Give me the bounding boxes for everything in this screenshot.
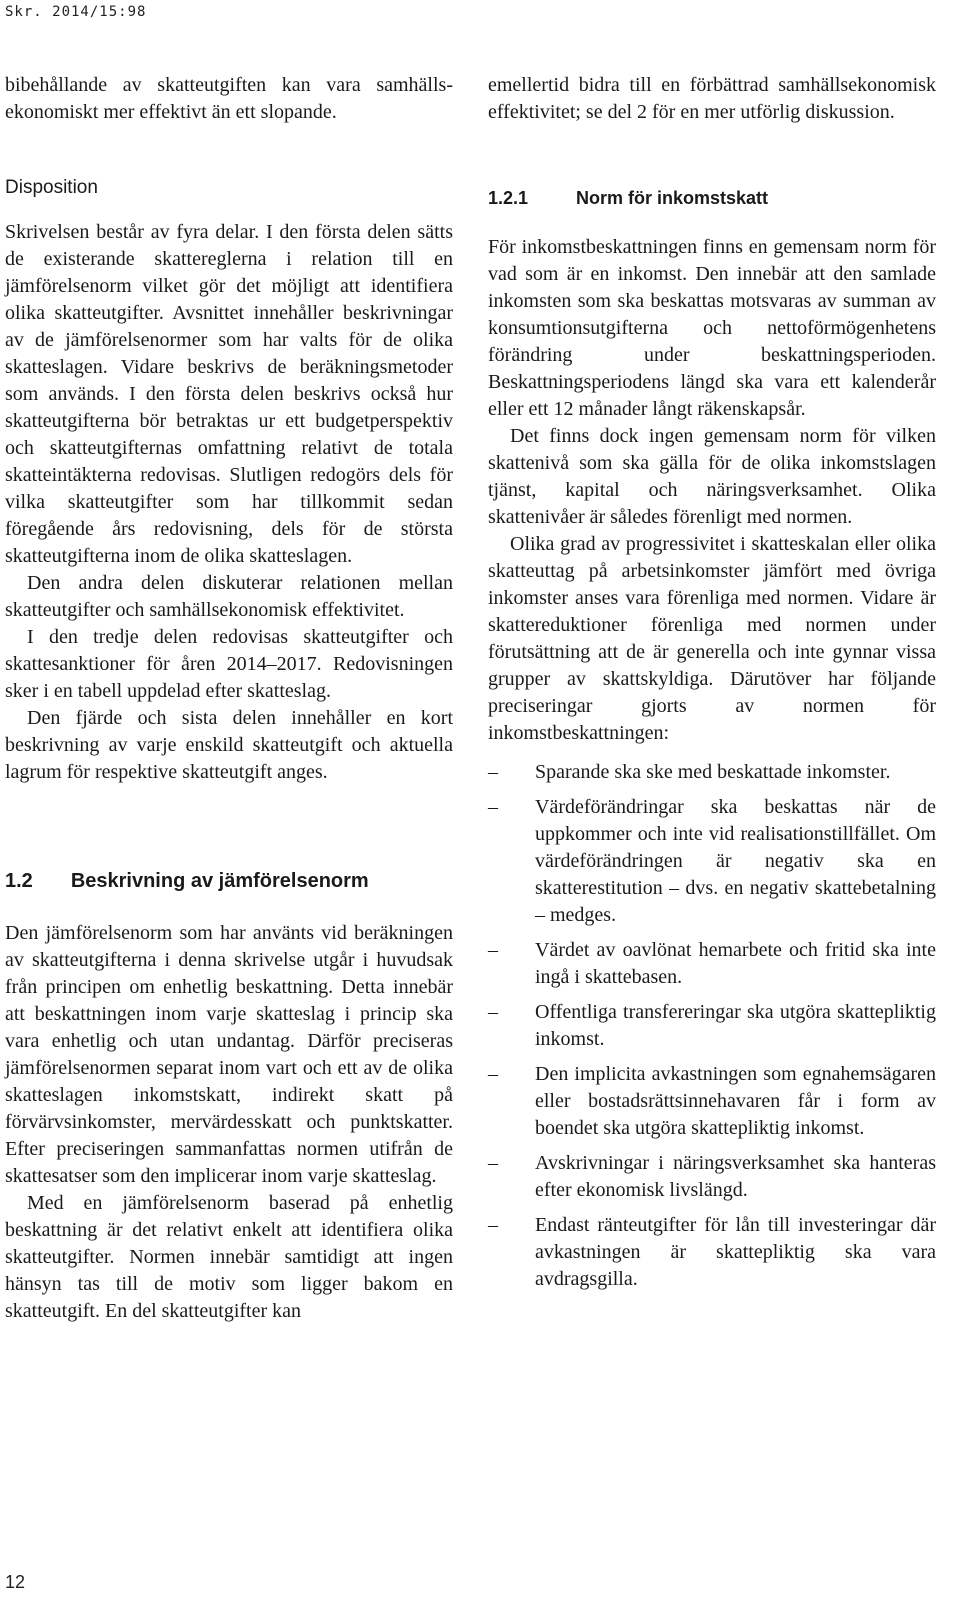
- dash-marker: –: [488, 796, 498, 818]
- disposition-paragraph-4: Den fjärde och sista delen innehåller en kort beskrivning av varje enskild skatteutgift och aktuella lagrum för respektive skatteutgift anges.: [5, 707, 453, 783]
- section-title: Beskrivning av jämförelsenorm: [70, 870, 369, 892]
- right-paragraph-2: Det finns dock ingen gemensam norm för vilken skattenivå som ska gälla för de olika inkomstslagen tjänst, kapital och näringsverksamhet. Olika skattenivåer är således förenligt med normen.: [488, 425, 936, 528]
- section-paragraph-1: Den jämförelsenorm som har använts vid beräkningen av skatteutgifterna i denna skrivelse utgår i huvudsak från principen om enhetlig beskattning. Detta innebär att beskattningen inom varje skatteslag i princip ska vara enhetlig och utan undantag. Därför preciseras jämförelsenormen separat inom vart och ett av de olika skatteslagen inkomstskatt, indirekt skatt på förvärvsinkomster, mervärdesskatt och punktskatter. Efter preciseringen sammanfattas normen utifrån de skattesatser som den implicerar inom varje skatteslag.: [5, 922, 453, 1187]
- list-item: – Offentliga transfereringar ska utgöra skattepliktig inkomst.: [488, 1001, 936, 1050]
- right-intro-paragraph: emellertid bidra till en förbättrad samhällsekonomisk effektivitet; se del 2 för en mer utförlig diskussion.: [488, 74, 936, 123]
- subsection-title: Norm för inkomstskatt: [576, 188, 769, 208]
- page-number: 12: [5, 1572, 26, 1592]
- dash-marker: –: [488, 761, 498, 783]
- right-column: [488, 72, 936, 1301]
- left-intro-paragraph: bibehållande av skatteutgiften kan vara samhällsekonomiskt mer effektivt än ett slopande.: [5, 74, 453, 123]
- list-item: – Avskrivningar i näringsverksamhet ska hanteras efter ekonomisk livslängd.: [488, 1152, 936, 1201]
- disposition-paragraph-3: I den tredje delen redovisas skatteutgifter och skattesanktioner för åren 2014–2017. Redovisningen sker i en tabell uppdelad efter skatteslag.: [5, 626, 453, 702]
- dash-marker: –: [488, 1063, 498, 1085]
- section-heading: [5, 868, 453, 894]
- list-item: – Den implicita avkastningen som egnahemsägaren eller bostadsrättsinnehavaren får i form av boendet ska utgöra skattepliktig inkomst.: [488, 1063, 936, 1139]
- list-item: – Värdet av oavlönat hemarbete och fritid ska inte ingå i skattebasen.: [488, 939, 936, 988]
- dash-marker: –: [488, 1214, 498, 1236]
- subsection-heading: [488, 186, 936, 210]
- list-item: – Sparande ska ske med beskattade inkomster.: [488, 759, 936, 786]
- running-head: Skr. 2014/15:98: [5, 4, 147, 20]
- dash-marker: –: [488, 1001, 498, 1023]
- list-item: – Värdeförändringar ska beskattas när de uppkommer och inte vid realisationstillfället. Om värdeförändringen är negativ ska en skatterestitution – dvs. en negativ skattebetalning – medges.: [488, 796, 936, 926]
- left-column: [5, 72, 453, 1325]
- list-item: – Endast ränteutgifter för lån till investeringar där avkastningen är skattepliktig ska vara avdragsgilla.: [488, 1214, 936, 1290]
- disposition-heading: Disposition: [5, 177, 98, 198]
- right-paragraph-3: Olika grad av progressivitet i skatteskalan eller olika skatteuttag på arbetsinkomster jämfört med övriga inkomster anses vara förenliga med normen. Vidare är skattereduktioner förenliga med normen under förutsättning att de är generella och inte gynnar vissa grupper av skattskyldiga. Därutöver har följande preciseringar gjorts av normen för inkomstbeskattningen:: [488, 533, 936, 744]
- right-paragraph-1: För inkomstbeskattningen finns en gemensam norm för vad som är en inkomst. Den innebär att den samlade inkomsten som ska beskattas motsvaras av summan av konsumtionsutgifterna och nettoförmögenhetens förändring under beskattningsperioden. Beskattningsperiodens längd ska vara ett kalenderår eller ett 12 månader långt räkenskapsår.: [488, 236, 936, 420]
- norm-precision-list: [488, 759, 936, 1293]
- section-paragraph-2: Med en jämförelsenorm baserad på enhetlig beskattning är det relativt enkelt att identifiera olika skatteutgifter. Normen innebär samtidigt att ingen hänsyn tas till de motiv som ligger bakom en skatteutgift. En del skatteutgifter kan: [5, 1192, 453, 1322]
- disposition-paragraph-2: Den andra delen diskuterar relationen mellan skatteutgifter och samhällsekonomisk effektivitet.: [5, 572, 453, 621]
- subsection-number: 1.2.1: [488, 188, 529, 208]
- section-number: 1.2: [5, 870, 33, 892]
- disposition-paragraph-1: Skrivelsen består av fyra delar. I den första delen sätts de existerande skattereglerna i relation till en jämförelsenorm vilket gör det möjligt att identifiera olika skatteutgifter. Avsnittet innehåller beskrivningar av de jämförelsenormer som har valts för de olika skatteslagen. Vidare beskrivs de beräkningsmetoder som används. I den första delen beskrivs också hur skatteutgifterna bör betraktas ur ett budgetperspektiv och skatteutgifternas omfattning relativt de totala skatteintäkterna redovisas. Slutligen redogörs dels för vilka skatteutgifter som har tillkommit sedan föregående års redovisning, dels för de största skatteutgifterna inom de olika skatteslagen.: [5, 221, 453, 567]
- dash-marker: –: [488, 1152, 498, 1174]
- dash-marker: –: [488, 939, 498, 961]
